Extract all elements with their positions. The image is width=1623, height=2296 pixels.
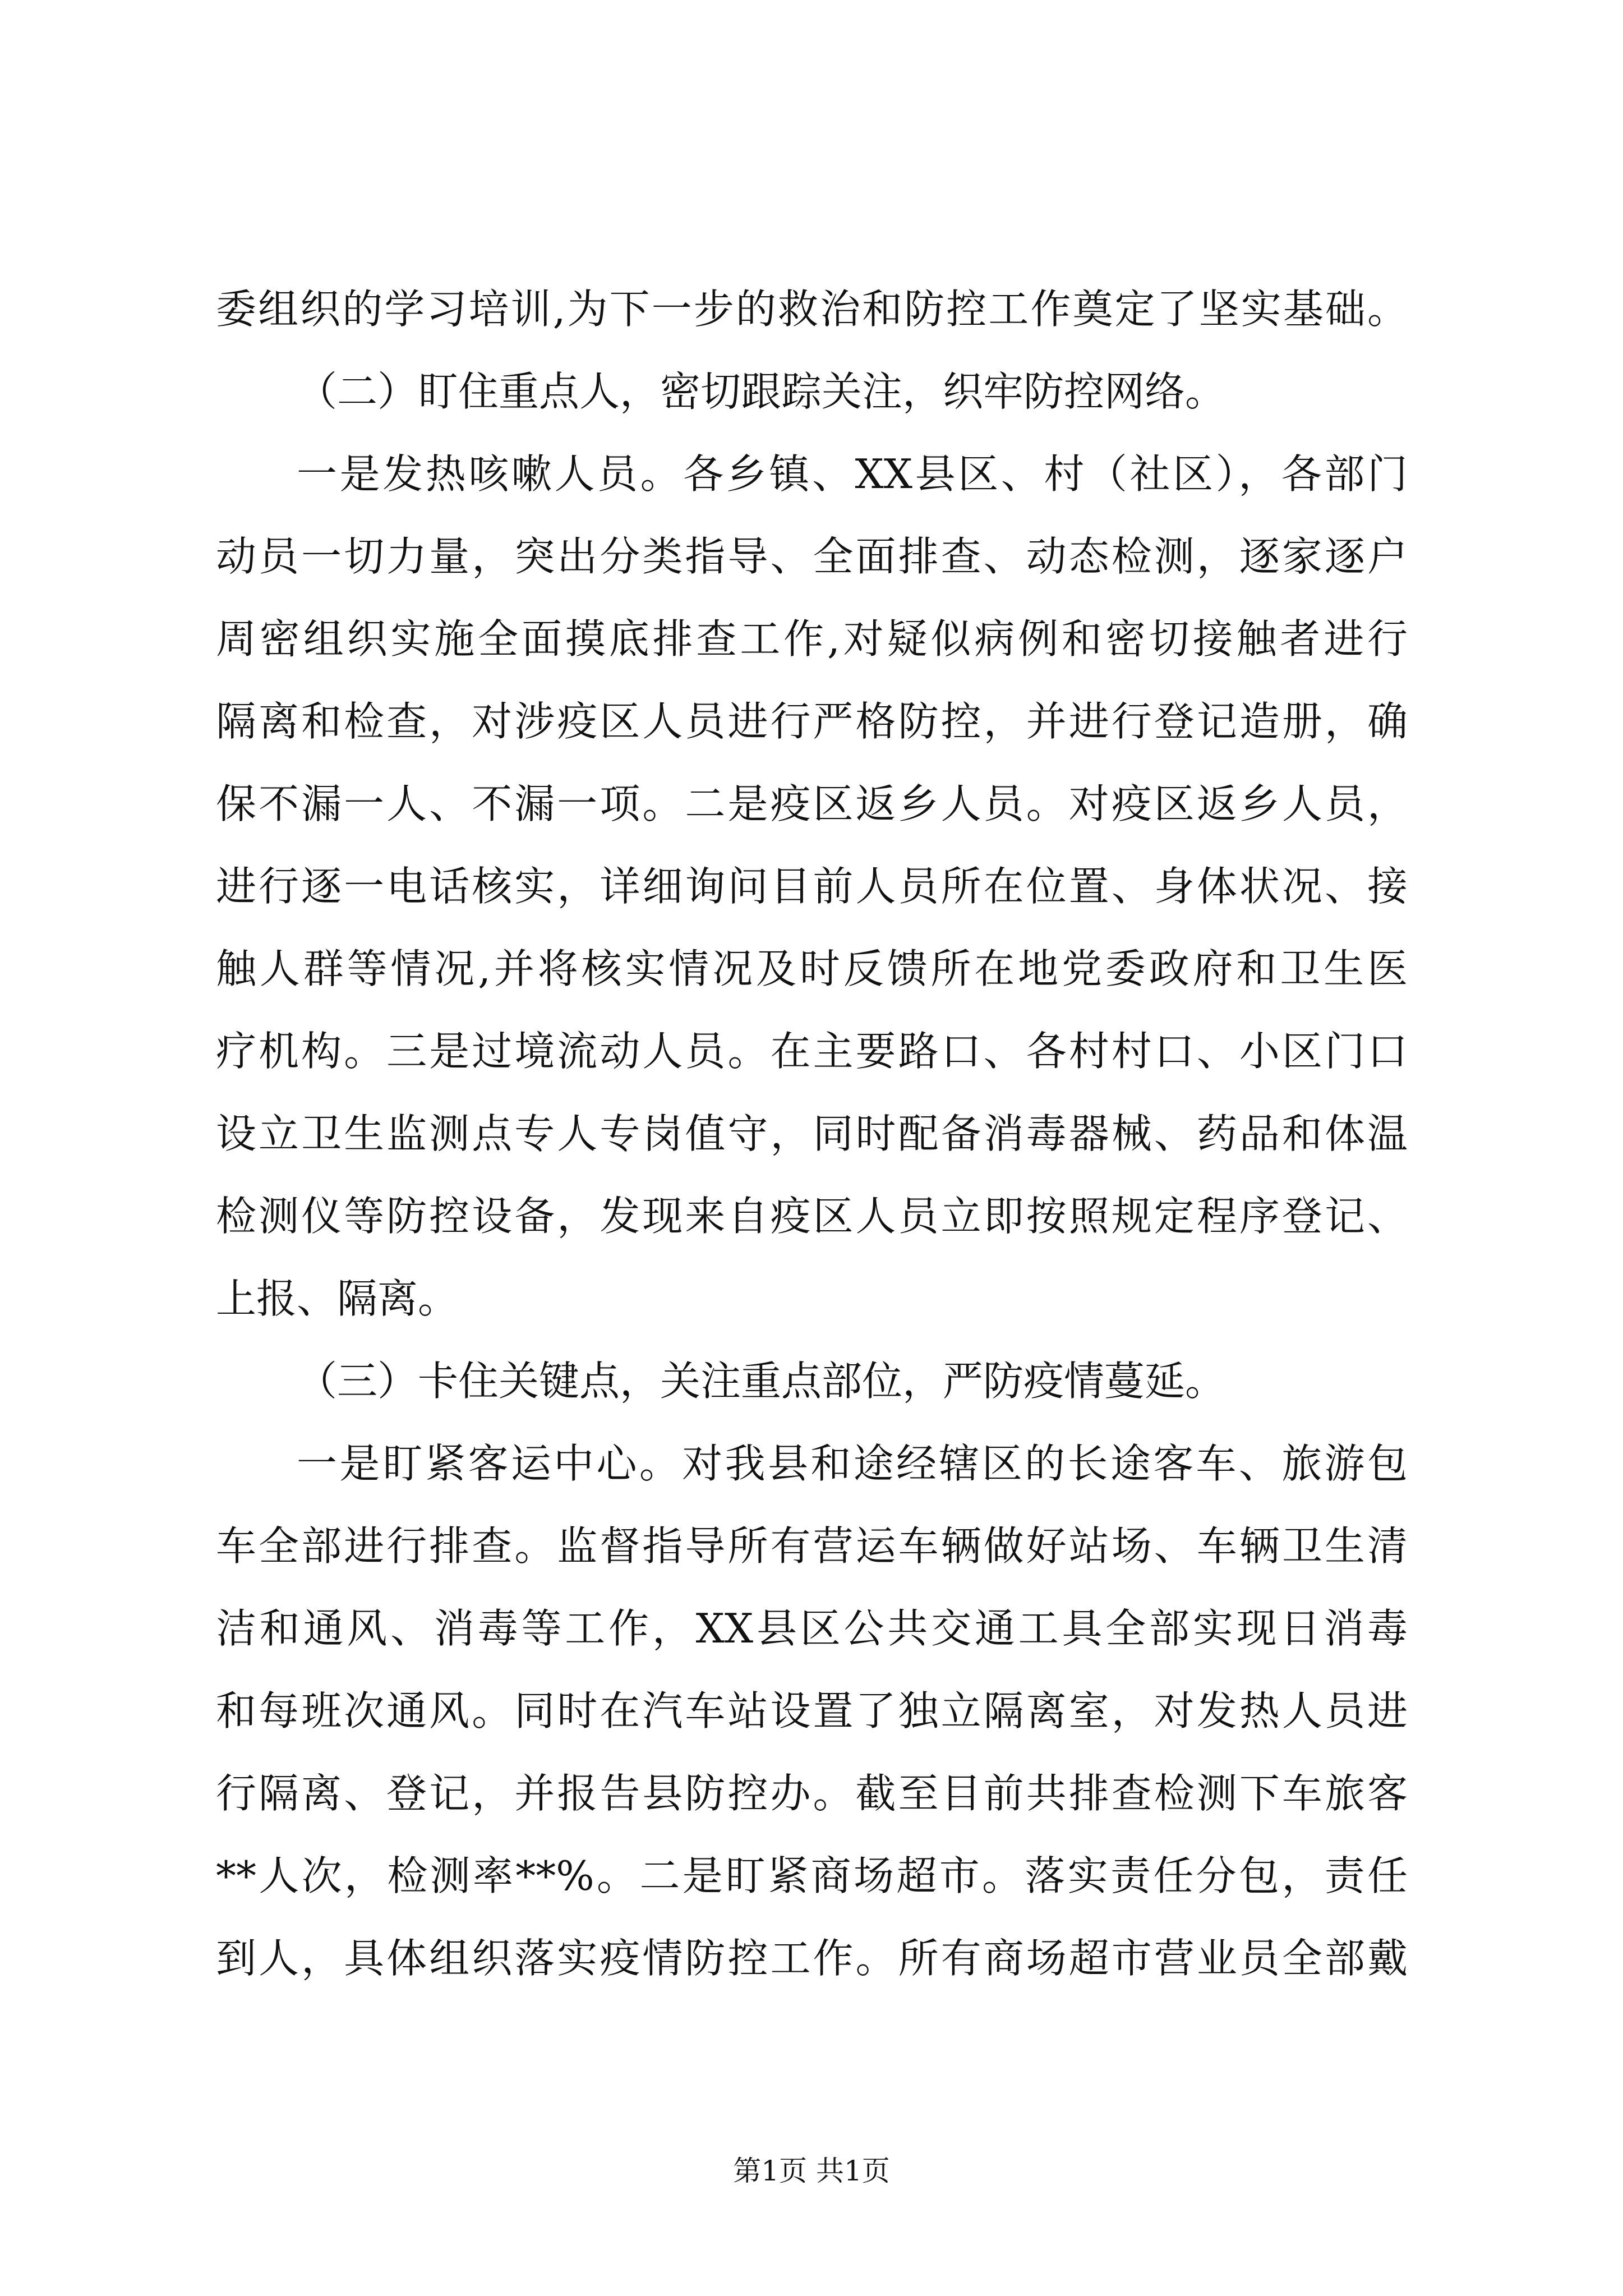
text-line: 行隔离、登记，并报告县防控办。截至目前共排查检测下车旅客 bbox=[216, 1770, 1408, 1817]
text-line: 一是发热咳嗽人员。各乡镇、XX县区、村（社区），各部门 bbox=[297, 450, 1408, 498]
text-line: 和每班次通风。同时在汽车站设置了独立隔离室，对发热人员进 bbox=[216, 1687, 1408, 1734]
text-line: 检测仪等防控设备，发现来自疫区人员立即按照规定程序登记、 bbox=[216, 1193, 1408, 1240]
text-line: 设立卫生监测点专人专岗值守，同时配备消毒器械、药品和体温 bbox=[216, 1110, 1408, 1157]
text-line: 上报、隔离。 bbox=[216, 1275, 459, 1322]
document-body bbox=[216, 268, 1408, 2000]
text-line: 疗机构。三是过境流动人员。在主要路口、各村村口、小区门口 bbox=[216, 1028, 1408, 1075]
text-line: 触人群等情况,并将核实情况及时反馈所在地党委政府和卫生医 bbox=[216, 945, 1408, 992]
text-line: 委组织的学习培训,为下一步的救治和防控工作奠定了坚实基础。 bbox=[216, 286, 1408, 333]
text-line: 隔离和检查，对涉疫区人员进行严格防控，并进行登记造册，确 bbox=[216, 698, 1408, 745]
section-heading: （二）盯住重点人，密切跟踪关注，织牢防控网络。 bbox=[297, 368, 1226, 415]
text-line: 周密组织实施全面摸底排查工作,对疑似病例和密切接触者进行 bbox=[216, 615, 1408, 662]
text-line: 车全部进行排查。监督指导所有营运车辆做好站场、车辆卫生清 bbox=[216, 1522, 1408, 1570]
text-line: 洁和通风、消毒等工作，XX县区公共交通工具全部实现日消毒 bbox=[216, 1605, 1408, 1652]
text-line: 一是盯紧客运中心。对我县和途经辖区的长途客车、旅游包 bbox=[297, 1440, 1408, 1487]
text-line: 进行逐一电话核实，详细询问目前人员所在位置、身体状况、接 bbox=[216, 863, 1408, 910]
text-line: **人次，检测率**%。二是盯紧商场超市。落实责任分包，责任 bbox=[216, 1852, 1408, 1899]
text-line: 保不漏一人、不漏一项。二是疫区返乡人员。对疫区返乡人员， bbox=[216, 780, 1408, 827]
section-heading: （三）卡住关键点，关注重点部位，严防疫情蔓延。 bbox=[297, 1358, 1226, 1405]
text-line: 到人，具体组织落实疫情防控工作。所有商场超市营业员全部戴 bbox=[216, 1935, 1408, 1982]
text-line: 动员一切力量，突出分类指导、全面排查、动态检测，逐家逐户 bbox=[216, 533, 1408, 580]
page-footer: 第1页 共1页 bbox=[733, 2155, 890, 2187]
